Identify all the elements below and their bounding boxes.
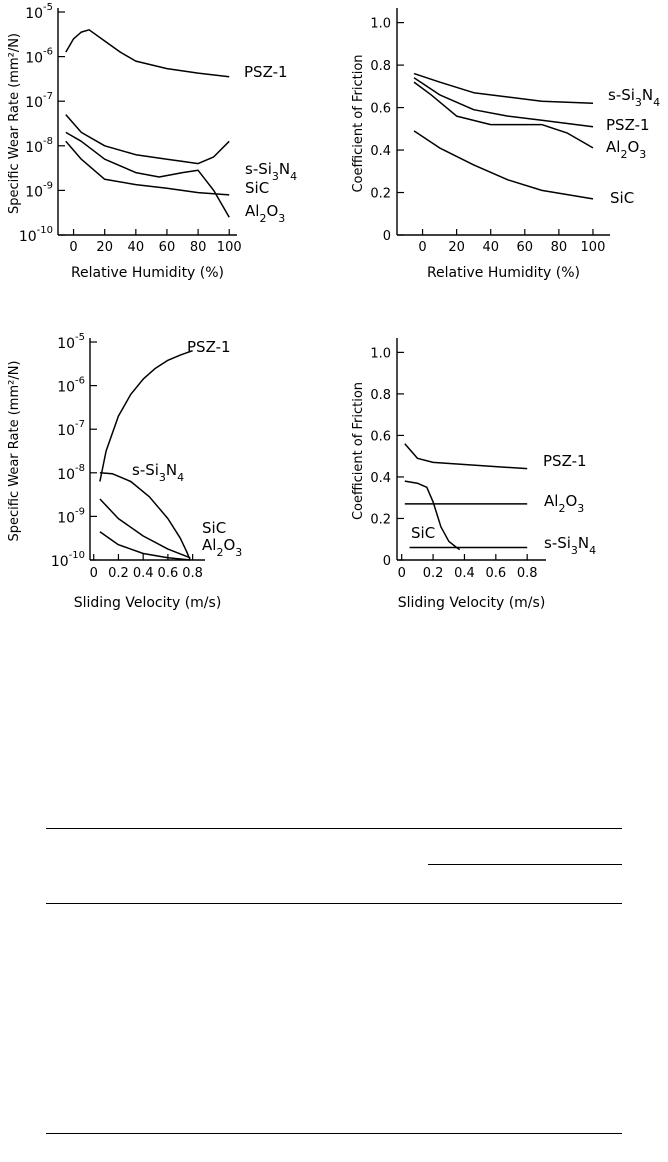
table-header-rule (46, 903, 622, 904)
series-line-sic (100, 499, 190, 558)
series-line-sic (414, 131, 593, 199)
x-tick-label: 80 (189, 240, 207, 255)
table-top-rule (46, 828, 622, 829)
series-label-s-si3n4: $s-Si_3N_4$ (544, 534, 597, 557)
y-tick-label: 0.6 (370, 101, 391, 117)
series-label-s-si3n4: $s-Si_3N_4$ (608, 86, 661, 109)
wear-vs-velocity (7, 332, 242, 611)
x-tick-label: 0.2 (108, 566, 129, 581)
series-label-al2o3: $Al_2O_3$ (606, 138, 647, 161)
x-tick-label: 0 (397, 566, 406, 581)
y-tick-label: $10^{-8}$ (57, 462, 85, 483)
cof-vs-velocity (351, 338, 596, 611)
table-header-subrule (428, 864, 622, 865)
x-tick-label: 20 (448, 240, 465, 255)
series-label-sic: SiC (610, 189, 635, 207)
x-tick-label: 60 (158, 240, 176, 255)
y-tick-label: $10^{-7}$ (57, 419, 85, 440)
y-axis-label: Specific Wear Rate (mm²/N) (7, 33, 22, 214)
x-tick-label: 0.8 (516, 566, 538, 581)
x-tick-label: 0.6 (157, 566, 179, 581)
y-tick-label: $10^{-6}$ (25, 46, 53, 67)
series-label-al2o3: $Al_2O_3$ (544, 492, 585, 515)
y-tick-label: 0 (382, 554, 391, 569)
x-tick-label: 60 (516, 240, 534, 255)
x-tick-label: 0.8 (182, 566, 203, 581)
cof-vs-humidity (351, 8, 660, 281)
series-label-psz-1: PSZ-1 (244, 63, 288, 81)
series-label-s-si3n4: $s-Si_3N_4$ (132, 461, 185, 484)
series-label-s-si3n4: $s-Si_3N_4$ (245, 160, 298, 183)
y-axis-label: Coefficient of Friction (351, 54, 366, 193)
x-tick-label: 0 (89, 566, 98, 581)
series-line-al2o3 (66, 141, 229, 195)
y-tick-label: 1.0 (370, 16, 391, 32)
x-tick-label: 0.4 (454, 566, 475, 581)
y-axis-label: Coefficient of Friction (351, 381, 366, 521)
series-line-s-si3n4 (414, 74, 593, 104)
y-tick-label: $10^{-7}$ (25, 91, 53, 112)
y-tick-label: $10^{-5}$ (25, 2, 53, 22)
y-tick-label: $10^{-10}$ (18, 225, 53, 245)
y-tick-label: 0.4 (370, 470, 391, 486)
x-tick-label: 0 (69, 240, 78, 255)
series-line-s-si3n4 (100, 473, 190, 560)
series-label-al2o3: $Al_2O_3$ (202, 536, 243, 559)
series-line-psz-1 (66, 30, 229, 77)
series-label-sic: SiC (202, 519, 227, 537)
y-tick-label: 0.2 (370, 512, 391, 528)
x-tick-label: 80 (550, 240, 568, 255)
y-tick-label: $10^{-9}$ (57, 506, 85, 527)
wear-vs-humidity (7, 2, 297, 281)
y-tick-label: 0.6 (370, 429, 391, 445)
x-axis-label: Sliding Velocity (m/s) (397, 595, 546, 611)
y-tick-label: $10^{-9}$ (25, 180, 53, 201)
x-tick-label: 40 (127, 240, 145, 255)
x-tick-label: 0.4 (132, 566, 154, 581)
x-axis-label: Relative Humidity (%) (70, 265, 225, 281)
series-label-psz-1: PSZ-1 (543, 452, 587, 470)
series-label-sic: SiC (411, 524, 436, 542)
series-label-psz-1: PSZ-1 (606, 116, 650, 134)
series-line-s-si3n4 (66, 115, 229, 164)
x-tick-label: 100 (580, 240, 606, 255)
series-label-sic: SiC (245, 179, 270, 197)
y-axis-label: Specific Wear Rate (mm²/N) (7, 360, 22, 542)
x-tick-label: 40 (482, 240, 499, 255)
x-axis-label: Relative Humidity (%) (426, 265, 581, 281)
series-label-psz-1: PSZ-1 (187, 338, 231, 356)
y-tick-label: 0 (382, 229, 391, 244)
x-tick-label: 20 (96, 240, 113, 255)
y-tick-label: 0.2 (370, 186, 391, 202)
y-tick-label: $10^{-5}$ (57, 332, 85, 352)
y-tick-label: 0.8 (370, 59, 391, 75)
y-tick-label: $10^{-10}$ (50, 550, 85, 570)
x-axis-label: Sliding Velocity (m/s) (73, 595, 222, 611)
series-label-al2o3: $Al_2O_3$ (245, 202, 286, 225)
y-tick-label: 1.0 (370, 346, 391, 362)
x-tick-label: 0.6 (485, 566, 507, 581)
y-tick-label: 0.4 (370, 144, 391, 160)
y-tick-label: 0.8 (370, 387, 391, 403)
series-line-al2o3 (100, 532, 190, 560)
y-tick-label: $10^{-8}$ (25, 135, 53, 156)
y-tick-label: $10^{-6}$ (57, 375, 85, 396)
series-line-psz-1 (405, 444, 527, 469)
table-bottom-rule (46, 1133, 622, 1134)
series-line-sic (66, 132, 229, 217)
x-tick-label: 0 (418, 240, 427, 255)
x-tick-label: 0.2 (422, 566, 444, 581)
x-tick-label: 100 (216, 240, 242, 255)
